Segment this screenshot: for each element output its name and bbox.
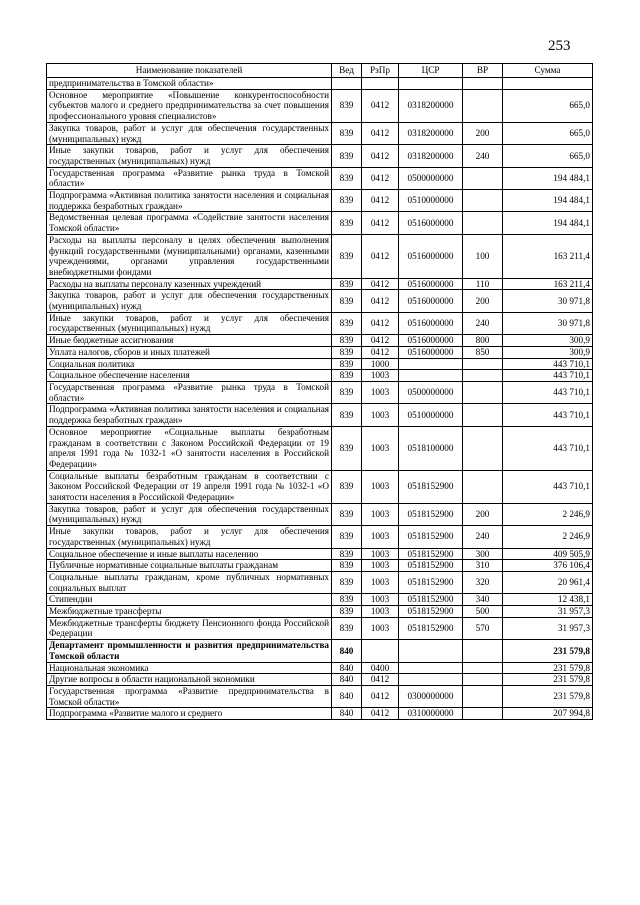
cell-vr: 310 (463, 560, 503, 572)
cell-ved: 839 (332, 278, 362, 290)
cell-sum: 665,0 (503, 89, 593, 122)
table-row (47, 122, 593, 144)
cell-rzpr: 1003 (362, 404, 399, 426)
cell-rzpr: 0412 (362, 685, 399, 707)
cell-vr: 200 (463, 503, 503, 525)
cell-csr: 0300000000 (399, 685, 463, 707)
cell-ved: 839 (332, 404, 362, 426)
table-row (47, 335, 593, 347)
table-row (47, 212, 593, 234)
cell-sum: 30 971,8 (503, 312, 593, 334)
cell-ved: 839 (332, 335, 362, 347)
header-csr: ЦСР (399, 64, 463, 78)
cell-vr: 240 (463, 526, 503, 548)
cell-rzpr: 0412 (362, 335, 399, 347)
cell-rzpr: 1003 (362, 370, 399, 382)
cell-rzpr: 0412 (362, 290, 399, 312)
table-row (47, 358, 593, 370)
cell-name: Расходы на выплаты персоналу в целях обеспечения выполнения функций государственными (муниципальными) органами, казенными учреждениями, органами управления государственными внебюджетными фондами (47, 234, 332, 278)
cell-vr: 340 (463, 594, 503, 606)
cell-vr: 850 (463, 346, 503, 358)
table-row (47, 674, 593, 686)
cell-vr: 200 (463, 290, 503, 312)
cell-vr (463, 167, 503, 189)
cell-rzpr: 1003 (362, 560, 399, 572)
cell-csr (399, 78, 463, 90)
cell-ved: 840 (332, 685, 362, 707)
cell-ved: 839 (332, 234, 362, 278)
table-row (47, 89, 593, 122)
cell-sum: 300,9 (503, 335, 593, 347)
cell-sum: 443 710,1 (503, 426, 593, 470)
cell-csr: 0516000000 (399, 290, 463, 312)
cell-sum (503, 78, 593, 90)
cell-rzpr: 0412 (362, 278, 399, 290)
table-row (47, 78, 593, 90)
cell-rzpr: 0412 (362, 122, 399, 144)
cell-sum: 300,9 (503, 346, 593, 358)
cell-ved: 839 (332, 122, 362, 144)
cell-name: Подпрограмма «Развитие малого и среднего (47, 708, 332, 720)
cell-ved: 839 (332, 312, 362, 334)
table-row (47, 571, 593, 593)
cell-sum: 665,0 (503, 145, 593, 167)
cell-name: Закупка товаров, работ и услуг для обеспечения государственных (муниципальных) нужд (47, 122, 332, 144)
cell-name: Государственная программа «Развитие рынка труда в Томской области» (47, 167, 332, 189)
cell-csr: 0518152900 (399, 526, 463, 548)
table-row (47, 503, 593, 525)
table-row (47, 685, 593, 707)
table-row (47, 708, 593, 720)
budget-table (46, 63, 593, 720)
cell-sum: 194 484,1 (503, 212, 593, 234)
cell-csr: 0510000000 (399, 404, 463, 426)
table-body (47, 78, 593, 720)
cell-rzpr: 0412 (362, 708, 399, 720)
cell-vr (463, 674, 503, 686)
table-row (47, 278, 593, 290)
table-row (47, 404, 593, 426)
cell-csr: 0500000000 (399, 381, 463, 403)
cell-csr (399, 370, 463, 382)
cell-rzpr: 1003 (362, 526, 399, 548)
table-row (47, 145, 593, 167)
cell-ved: 839 (332, 212, 362, 234)
table-row (47, 381, 593, 403)
cell-vr (463, 78, 503, 90)
cell-ved: 839 (332, 617, 362, 639)
cell-name: Социальные выплаты гражданам, кроме публичных нормативных социальных выплат (47, 571, 332, 593)
cell-vr: 200 (463, 122, 503, 144)
cell-csr: 0518152900 (399, 594, 463, 606)
cell-name: Расходы на выплаты персоналу казенных учреждений (47, 278, 332, 290)
cell-rzpr: 1003 (362, 470, 399, 503)
header-rzpr: РзПр (362, 64, 399, 78)
cell-csr: 0518100000 (399, 426, 463, 470)
table-row (47, 526, 593, 548)
cell-ved: 839 (332, 594, 362, 606)
table-row (47, 370, 593, 382)
cell-sum: 163 211,4 (503, 278, 593, 290)
cell-csr: 0516000000 (399, 278, 463, 290)
cell-vr: 100 (463, 234, 503, 278)
cell-vr (463, 381, 503, 403)
cell-vr: 500 (463, 606, 503, 618)
header-name: Наименование показателей (47, 64, 332, 78)
cell-sum: 443 710,1 (503, 404, 593, 426)
cell-csr (399, 640, 463, 662)
cell-rzpr: 0412 (362, 145, 399, 167)
cell-vr (463, 89, 503, 122)
table-row (47, 312, 593, 334)
cell-vr (463, 662, 503, 674)
cell-ved: 839 (332, 358, 362, 370)
cell-csr: 0518152900 (399, 548, 463, 560)
cell-rzpr: 1003 (362, 503, 399, 525)
cell-csr: 0518152900 (399, 606, 463, 618)
table-row (47, 167, 593, 189)
table-row (47, 617, 593, 639)
cell-csr: 0518152900 (399, 470, 463, 503)
cell-vr: 320 (463, 571, 503, 593)
cell-rzpr: 0412 (362, 89, 399, 122)
cell-vr: 800 (463, 335, 503, 347)
cell-sum: 443 710,1 (503, 370, 593, 382)
cell-ved: 839 (332, 426, 362, 470)
cell-name: Межбюджетные трансферты (47, 606, 332, 618)
cell-name: Иные закупки товаров, работ и услуг для обеспечения государственных (муниципальных) нужд (47, 526, 332, 548)
cell-rzpr: 0412 (362, 167, 399, 189)
cell-rzpr: 1003 (362, 606, 399, 618)
table-header-row (47, 64, 593, 78)
cell-vr (463, 685, 503, 707)
cell-vr (463, 358, 503, 370)
cell-sum: 12 438,1 (503, 594, 593, 606)
cell-vr: 570 (463, 617, 503, 639)
cell-vr (463, 404, 503, 426)
cell-csr: 0516000000 (399, 234, 463, 278)
cell-sum: 231 579,8 (503, 640, 593, 662)
cell-vr (463, 640, 503, 662)
cell-rzpr: 1003 (362, 426, 399, 470)
cell-rzpr: 1003 (362, 571, 399, 593)
cell-ved: 839 (332, 167, 362, 189)
cell-vr: 300 (463, 548, 503, 560)
cell-csr: 0516000000 (399, 212, 463, 234)
cell-name: Межбюджетные трансферты бюджету Пенсионного фонда Российской Федерации (47, 617, 332, 639)
table-row (47, 470, 593, 503)
cell-rzpr: 1000 (362, 358, 399, 370)
header-ved: Вед (332, 64, 362, 78)
cell-rzpr: 1003 (362, 548, 399, 560)
cell-name: Иные закупки товаров, работ и услуг для обеспечения государственных (муниципальных) нужд (47, 312, 332, 334)
cell-name: Основное мероприятие «Повышение конкурентоспособности субъектов малого и среднего предпринимательства за счет повышения профессионального уровня специалистов» (47, 89, 332, 122)
table-row (47, 346, 593, 358)
cell-ved: 839 (332, 290, 362, 312)
cell-ved: 839 (332, 145, 362, 167)
cell-rzpr: 0412 (362, 674, 399, 686)
cell-sum: 31 957,3 (503, 606, 593, 618)
cell-ved: 839 (332, 370, 362, 382)
cell-sum: 231 579,8 (503, 685, 593, 707)
cell-name: Иные закупки товаров, работ и услуг для обеспечения государственных (муниципальных) нужд (47, 145, 332, 167)
cell-ved: 839 (332, 606, 362, 618)
header-vr: ВР (463, 64, 503, 78)
cell-rzpr (362, 78, 399, 90)
cell-name: Национальная экономика (47, 662, 332, 674)
cell-rzpr: 0412 (362, 212, 399, 234)
cell-vr (463, 426, 503, 470)
table-row (47, 290, 593, 312)
cell-sum: 443 710,1 (503, 358, 593, 370)
cell-name: Государственная программа «Развитие рынка труда в Томской области» (47, 381, 332, 403)
cell-csr: 0518152900 (399, 560, 463, 572)
cell-sum: 207 994,8 (503, 708, 593, 720)
cell-ved: 839 (332, 190, 362, 212)
cell-rzpr: 1003 (362, 381, 399, 403)
cell-name: Департамент промышленности и развития предпринимательства Томской области (47, 640, 332, 662)
cell-csr (399, 358, 463, 370)
cell-ved: 839 (332, 346, 362, 358)
table-row (47, 560, 593, 572)
cell-sum: 194 484,1 (503, 167, 593, 189)
cell-name: Социальное обеспечение населения (47, 370, 332, 382)
header-sum: Сумма (503, 64, 593, 78)
table-row (47, 594, 593, 606)
cell-csr (399, 674, 463, 686)
cell-name: Социальные выплаты безработным гражданам в соответствии с Законом Российской Федерации от 19 апреля 1991 года № 1032-1 «О занятости населения в Российской Федерации» (47, 470, 332, 503)
cell-vr: 240 (463, 312, 503, 334)
cell-sum: 2 246,9 (503, 503, 593, 525)
cell-sum: 443 710,1 (503, 470, 593, 503)
cell-rzpr (362, 640, 399, 662)
cell-ved: 839 (332, 571, 362, 593)
cell-name: Публичные нормативные социальные выплаты гражданам (47, 560, 332, 572)
cell-name: Ведомственная целевая программа «Содействие занятости населения Томской области» (47, 212, 332, 234)
cell-sum: 376 106,4 (503, 560, 593, 572)
table-row (47, 662, 593, 674)
cell-ved: 839 (332, 548, 362, 560)
cell-name: Государственная программа «Развитие предпринимательства в Томской области» (47, 685, 332, 707)
cell-csr: 0500000000 (399, 167, 463, 189)
cell-sum: 31 957,3 (503, 617, 593, 639)
cell-sum: 231 579,8 (503, 674, 593, 686)
cell-vr (463, 470, 503, 503)
cell-sum: 30 971,8 (503, 290, 593, 312)
table-row (47, 606, 593, 618)
cell-sum: 409 505,9 (503, 548, 593, 560)
cell-ved (332, 78, 362, 90)
cell-csr: 0518152900 (399, 617, 463, 639)
cell-rzpr: 0412 (362, 234, 399, 278)
cell-ved: 839 (332, 89, 362, 122)
cell-csr: 0516000000 (399, 312, 463, 334)
cell-ved: 839 (332, 381, 362, 403)
cell-sum: 163 211,4 (503, 234, 593, 278)
cell-ved: 840 (332, 662, 362, 674)
cell-name: Социальное обеспечение и иные выплаты населению (47, 548, 332, 560)
cell-rzpr: 0412 (362, 190, 399, 212)
cell-sum: 443 710,1 (503, 381, 593, 403)
cell-csr: 0516000000 (399, 346, 463, 358)
cell-name: Стипендии (47, 594, 332, 606)
cell-name: Социальная политика (47, 358, 332, 370)
page-number: 253 (548, 38, 571, 54)
cell-name: Основное мероприятие «Социальные выплаты безработным гражданам в соответствии с Законом Российской Федерации от 19 апреля 1991 года № 1032-1 «О занятости населения в Российской Федерации» (47, 426, 332, 470)
cell-name: Уплата налогов, сборов и иных платежей (47, 346, 332, 358)
cell-vr (463, 370, 503, 382)
cell-csr: 0518152900 (399, 503, 463, 525)
cell-csr: 0510000000 (399, 190, 463, 212)
cell-csr (399, 662, 463, 674)
cell-name: Подпрограмма «Активная политика занятости населения и социальная поддержка безработных граждан» (47, 190, 332, 212)
cell-ved: 839 (332, 560, 362, 572)
table-row (47, 234, 593, 278)
cell-sum: 665,0 (503, 122, 593, 144)
cell-vr (463, 190, 503, 212)
cell-sum: 2 246,9 (503, 526, 593, 548)
cell-rzpr: 0412 (362, 346, 399, 358)
cell-ved: 839 (332, 503, 362, 525)
cell-vr (463, 212, 503, 234)
cell-sum: 194 484,1 (503, 190, 593, 212)
cell-vr: 240 (463, 145, 503, 167)
cell-csr: 0318200000 (399, 145, 463, 167)
cell-csr: 0310000000 (399, 708, 463, 720)
cell-sum: 20 961,4 (503, 571, 593, 593)
table-row (47, 426, 593, 470)
table-row (47, 548, 593, 560)
cell-sum: 231 579,8 (503, 662, 593, 674)
cell-vr: 110 (463, 278, 503, 290)
cell-csr: 0518152900 (399, 571, 463, 593)
cell-ved: 839 (332, 526, 362, 548)
cell-rzpr: 1003 (362, 617, 399, 639)
cell-rzpr: 0400 (362, 662, 399, 674)
cell-ved: 839 (332, 470, 362, 503)
cell-name: Закупка товаров, работ и услуг для обеспечения государственных (муниципальных) нужд (47, 503, 332, 525)
cell-rzpr: 1003 (362, 594, 399, 606)
cell-ved: 840 (332, 674, 362, 686)
table-row (47, 640, 593, 662)
cell-name: Другие вопросы в области национальной экономики (47, 674, 332, 686)
cell-csr: 0516000000 (399, 335, 463, 347)
cell-vr (463, 708, 503, 720)
cell-ved: 840 (332, 640, 362, 662)
cell-rzpr: 0412 (362, 312, 399, 334)
cell-csr: 0318200000 (399, 122, 463, 144)
cell-name: Иные бюджетные ассигнования (47, 335, 332, 347)
cell-name: Подпрограмма «Активная политика занятости населения и социальная поддержка безработных граждан» (47, 404, 332, 426)
table-row (47, 190, 593, 212)
cell-ved: 840 (332, 708, 362, 720)
cell-name: предпринимательства в Томской области» (47, 78, 332, 90)
cell-csr: 0318200000 (399, 89, 463, 122)
cell-name: Закупка товаров, работ и услуг для обеспечения государственных (муниципальных) нужд (47, 290, 332, 312)
